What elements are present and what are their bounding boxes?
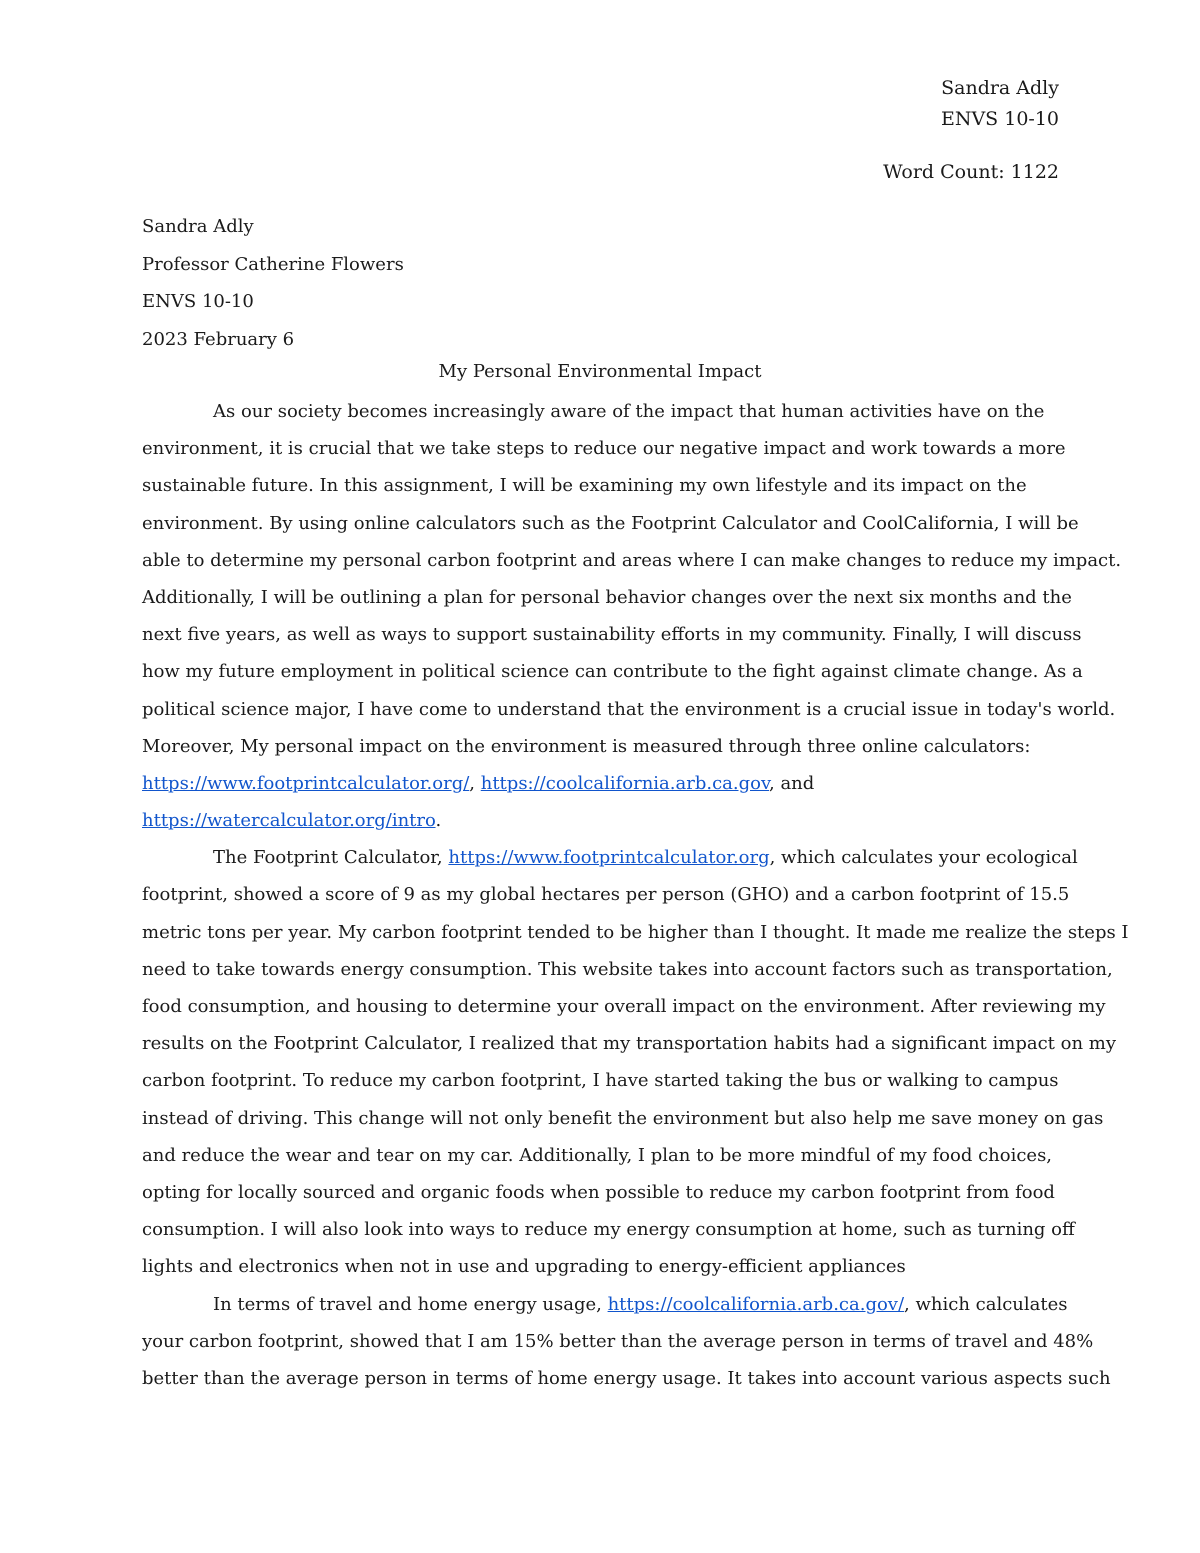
body-text-run: , which calculates your ecological [769, 847, 1078, 869]
student-name: Sandra Adly [142, 216, 254, 237]
body-text-run: Additionally, I will be outlining a plan for personal behavior changes over the next six months and the [142, 586, 1072, 608]
header-course: ENVS 10-10 [940, 108, 1059, 130]
body-text-run: Moreover, My personal impact on the environment is measured through three online calculators: [142, 735, 1031, 757]
body-text-run: consumption. I will also look into ways to reduce my energy consumption at home, such as turning off [142, 1219, 1075, 1241]
body-line [142, 1211, 1075, 1248]
body-line [142, 691, 1116, 728]
url-link[interactable]: https://coolcalifornia.arb.ca.gov/ [607, 1293, 905, 1315]
body-line [142, 914, 1129, 951]
url-link[interactable]: https://watercalculator.org/intro [142, 810, 436, 832]
body-line [142, 1062, 1060, 1099]
header-word-count: Word Count: 1122 [883, 161, 1059, 183]
body-text-run: , which calculates [904, 1293, 1068, 1315]
essay-date: 2023 February 6 [142, 328, 295, 350]
body-line [142, 988, 1106, 1025]
body-text-run: results on the Footprint Calculator, I realized that my transportation habits had a significant impact on my [142, 1033, 1117, 1055]
body-line [142, 467, 1060, 504]
body-line [142, 951, 1113, 988]
body-text-run: In terms of travel and home energy usage, [213, 1293, 608, 1315]
body-line [142, 1174, 1060, 1211]
body-text-run: need to take towards energy consumption. This website takes into account factors such as transportation, [142, 958, 1113, 980]
url-link[interactable]: https://coolcalifornia.arb.ca.gov [480, 772, 769, 794]
professor-name: Professor Catherine Flowers [142, 253, 404, 275]
body-text-run: metric tons per year. My carbon footprint tended to be higher than I thought. It made me realize the steps I [142, 921, 1129, 943]
body-line [142, 579, 1072, 616]
body-text-run: , [469, 772, 481, 794]
body-text-run: As our society becomes increasingly aware of the impact that human activities have on the [213, 401, 1045, 422]
body-text-run: environment. By using online calculators such as the Footprint Calculator and CoolCalifornia, I will be [142, 512, 1079, 534]
body-text-run: . [435, 810, 442, 832]
body-line [142, 653, 1083, 690]
body-line [142, 876, 1070, 913]
body-text-run: carbon footprint. To reduce my carbon footprint, I have started taking the bus or walking to campus [142, 1070, 1059, 1092]
body-line [142, 430, 1066, 467]
body-line [142, 839, 1078, 876]
body-line [142, 1025, 1117, 1062]
body-line [142, 1137, 1060, 1174]
body-text-run: sustainable future. In this assignment, I will be examining my own lifestyle and its impact on the [142, 475, 1027, 497]
body-line [142, 1286, 1068, 1323]
body-line [142, 1323, 1094, 1360]
body-text-run: political science major, I have come to understand that the environment is a crucial issue in today's world. [142, 698, 1116, 720]
body-text-run: able to determine my personal carbon footprint and areas where I can make changes to reduce my impact. [142, 549, 1122, 571]
body-line [142, 802, 1060, 839]
body-text-run: food consumption, and housing to determine your overall impact on the environment. After reviewing my [142, 996, 1106, 1017]
body-text-run: your carbon footprint, showed that I am 15% better than the average person in terms of travel and 48% [142, 1330, 1094, 1352]
body-text-run: , and [769, 772, 815, 794]
header-author: Sandra Adly [941, 77, 1059, 99]
body-line [142, 728, 1060, 765]
body-text-run: and reduce the wear and tear on my car. Additionally, I plan to be more mindful of my food choices, [142, 1144, 1053, 1166]
body-text-run: better than the average person in terms of home energy usage. It takes into account various aspects such [142, 1367, 1111, 1389]
course-code: ENVS 10-10 [142, 291, 254, 312]
body-text-run: lights and electronics when not in use and upgrading to energy-efficient appliances [142, 1256, 906, 1278]
body-text-run: footprint, showed a score of 9 as my global hectares per person (GHO) and a carbon footprint of 15.5 [142, 884, 1070, 906]
body-text-run: The Footprint Calculator, [213, 847, 449, 869]
body-line [142, 1360, 1111, 1397]
body-text-run: environment, it is crucial that we take steps to reduce our negative impact and work towards a more [142, 438, 1066, 460]
body-text-run: how my future employment in political science can contribute to the fight against climate change. As a [142, 661, 1083, 683]
body-line [142, 505, 1079, 542]
body-line [142, 542, 1122, 579]
body-text-run: next five years, as well as ways to support sustainability efforts in my community. Finally, I will discuss [142, 624, 1082, 646]
body-line [142, 765, 1060, 802]
essay-body [142, 393, 1129, 1397]
mla-heading [142, 208, 404, 358]
url-link[interactable]: https://www.footprintcalculator.org [448, 847, 770, 869]
body-text-run: opting for locally sourced and organic foods when possible to reduce my carbon footprint from food [142, 1181, 1055, 1203]
body-line [142, 1100, 1104, 1137]
body-line [142, 393, 1060, 430]
essay-title: My Personal Environmental Impact [438, 361, 762, 382]
url-link[interactable]: https://www.footprintcalculator.org/ [142, 772, 470, 794]
body-text-run: instead of driving. This change will not only benefit the environment but also help me save money on gas [142, 1107, 1104, 1129]
body-line [142, 1248, 1060, 1285]
body-line [142, 616, 1082, 653]
